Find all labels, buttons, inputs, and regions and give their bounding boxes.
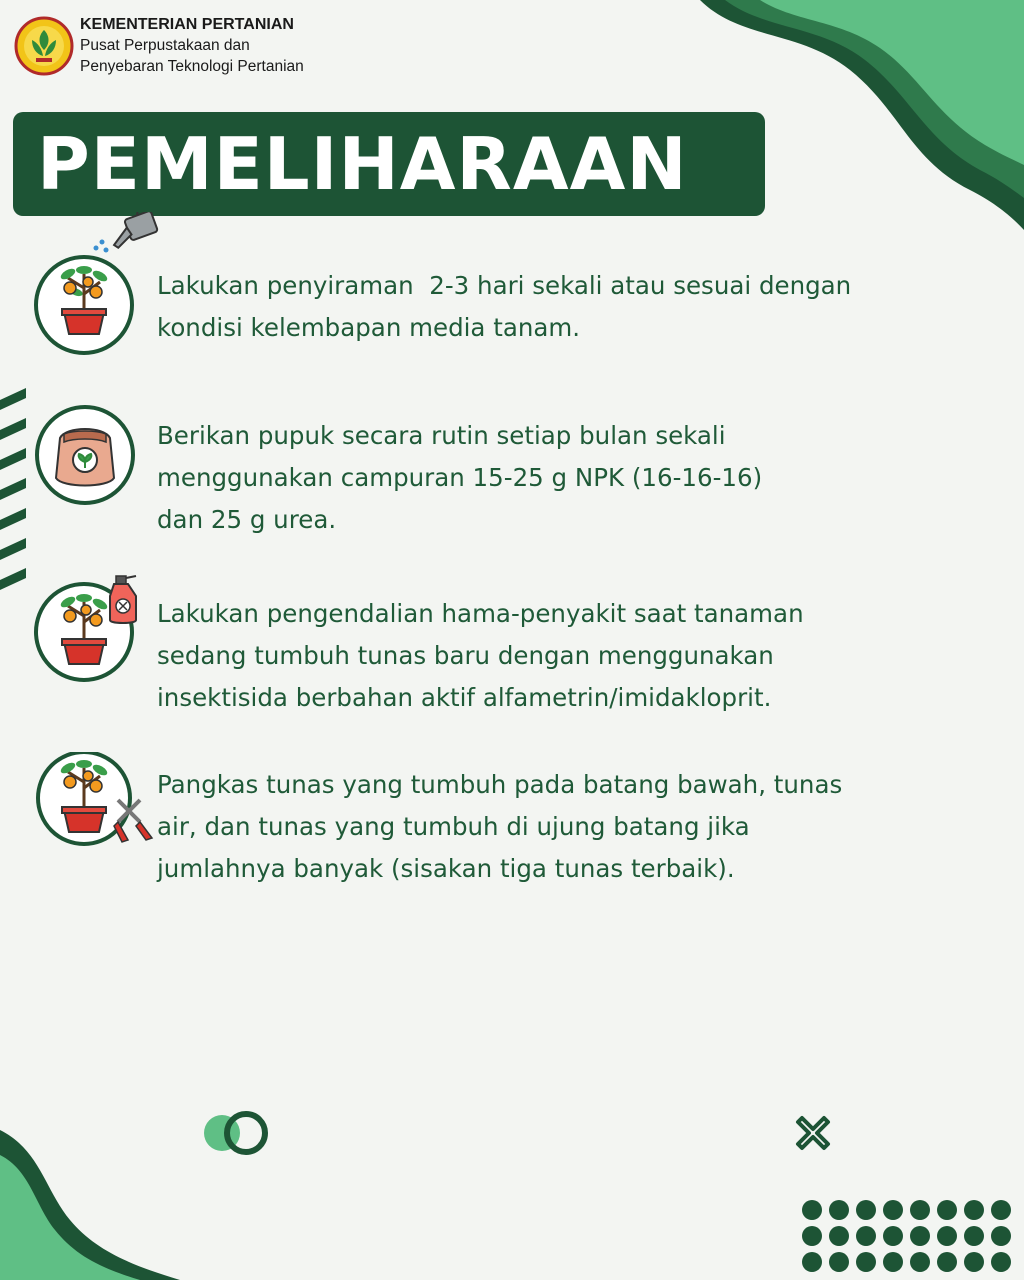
org-subtitle-line2: Penyebaran Teknologi Pertanian xyxy=(80,58,304,75)
bottom-left-wave-decoration xyxy=(0,1130,200,1280)
grid-dot xyxy=(937,1226,957,1246)
grid-dot xyxy=(991,1252,1011,1272)
header xyxy=(14,14,304,77)
grid-dot xyxy=(802,1252,822,1272)
ministry-logo-icon xyxy=(14,16,74,76)
grid-dot xyxy=(802,1226,822,1246)
grid-dot xyxy=(829,1200,849,1220)
grid-dot xyxy=(856,1252,876,1272)
grid-dot xyxy=(856,1226,876,1246)
step-2-line-3: dan 25 g urea. xyxy=(157,505,337,534)
step-2-line-1: Berikan pupuk secara rutin setiap bulan sekali xyxy=(157,421,726,450)
step-2-text xyxy=(157,415,977,541)
grid-dot xyxy=(937,1252,957,1272)
watering-plant-icon xyxy=(32,212,162,357)
step-3-line-1: Lakukan pengendalian hama-penyakit saat tanaman xyxy=(157,599,804,628)
grid-dot xyxy=(964,1200,984,1220)
pruning-plant-icon xyxy=(32,752,156,848)
step-1-line-2: kondisi kelembapan media tanam. xyxy=(157,313,581,342)
grid-dot xyxy=(829,1226,849,1246)
fertilizer-sack-icon xyxy=(32,402,138,508)
step-4-text xyxy=(157,764,977,890)
pesticide-plant-icon xyxy=(32,572,156,684)
page-title: PEMELIHARAAN xyxy=(37,122,688,206)
step-1-line-1: Lakukan penyiraman 2-3 hari sekali atau sesuai dengan xyxy=(157,271,852,300)
grid-dot xyxy=(802,1200,822,1220)
step-2-line-2: menggunakan campuran 15-25 g NPK (16-16-16) xyxy=(157,463,763,492)
step-3-line-2: sedang tumbuh tunas baru dengan menggunakan xyxy=(157,641,774,670)
grid-dot xyxy=(856,1200,876,1220)
grid-dot xyxy=(991,1200,1011,1220)
grid-dot xyxy=(883,1226,903,1246)
grid-dot xyxy=(910,1252,930,1272)
step-1-text xyxy=(157,265,977,349)
grid-dot xyxy=(883,1200,903,1220)
dot-grid-decoration xyxy=(800,1198,1020,1276)
grid-dot xyxy=(883,1252,903,1272)
grid-dot xyxy=(910,1226,930,1246)
cross-decoration xyxy=(792,1112,834,1154)
grid-dot xyxy=(910,1200,930,1220)
step-3-text xyxy=(157,593,977,719)
grid-dot xyxy=(991,1226,1011,1246)
left-stripes-decoration xyxy=(0,388,28,598)
org-subtitle-line1: Pusat Perpustakaan dan xyxy=(80,37,250,54)
org-name: KEMENTERIAN PERTANIAN xyxy=(80,16,294,33)
step-4-line-2: air, dan tunas yang tumbuh di ujung batang jika xyxy=(157,812,750,841)
title-banner xyxy=(13,112,765,216)
step-4-line-3: jumlahnya banyak (sisakan tiga tunas terbaik). xyxy=(157,854,735,883)
grid-dot xyxy=(829,1252,849,1272)
grid-dot xyxy=(964,1226,984,1246)
ring-circles-decoration xyxy=(200,1108,276,1160)
step-4-line-1: Pangkas tunas yang tumbuh pada batang bawah, tunas xyxy=(157,770,843,799)
step-3-line-3: insektisida berbahan aktif alfametrin/imidakloprit. xyxy=(157,683,772,712)
grid-dot xyxy=(964,1252,984,1272)
grid-dot xyxy=(937,1200,957,1220)
